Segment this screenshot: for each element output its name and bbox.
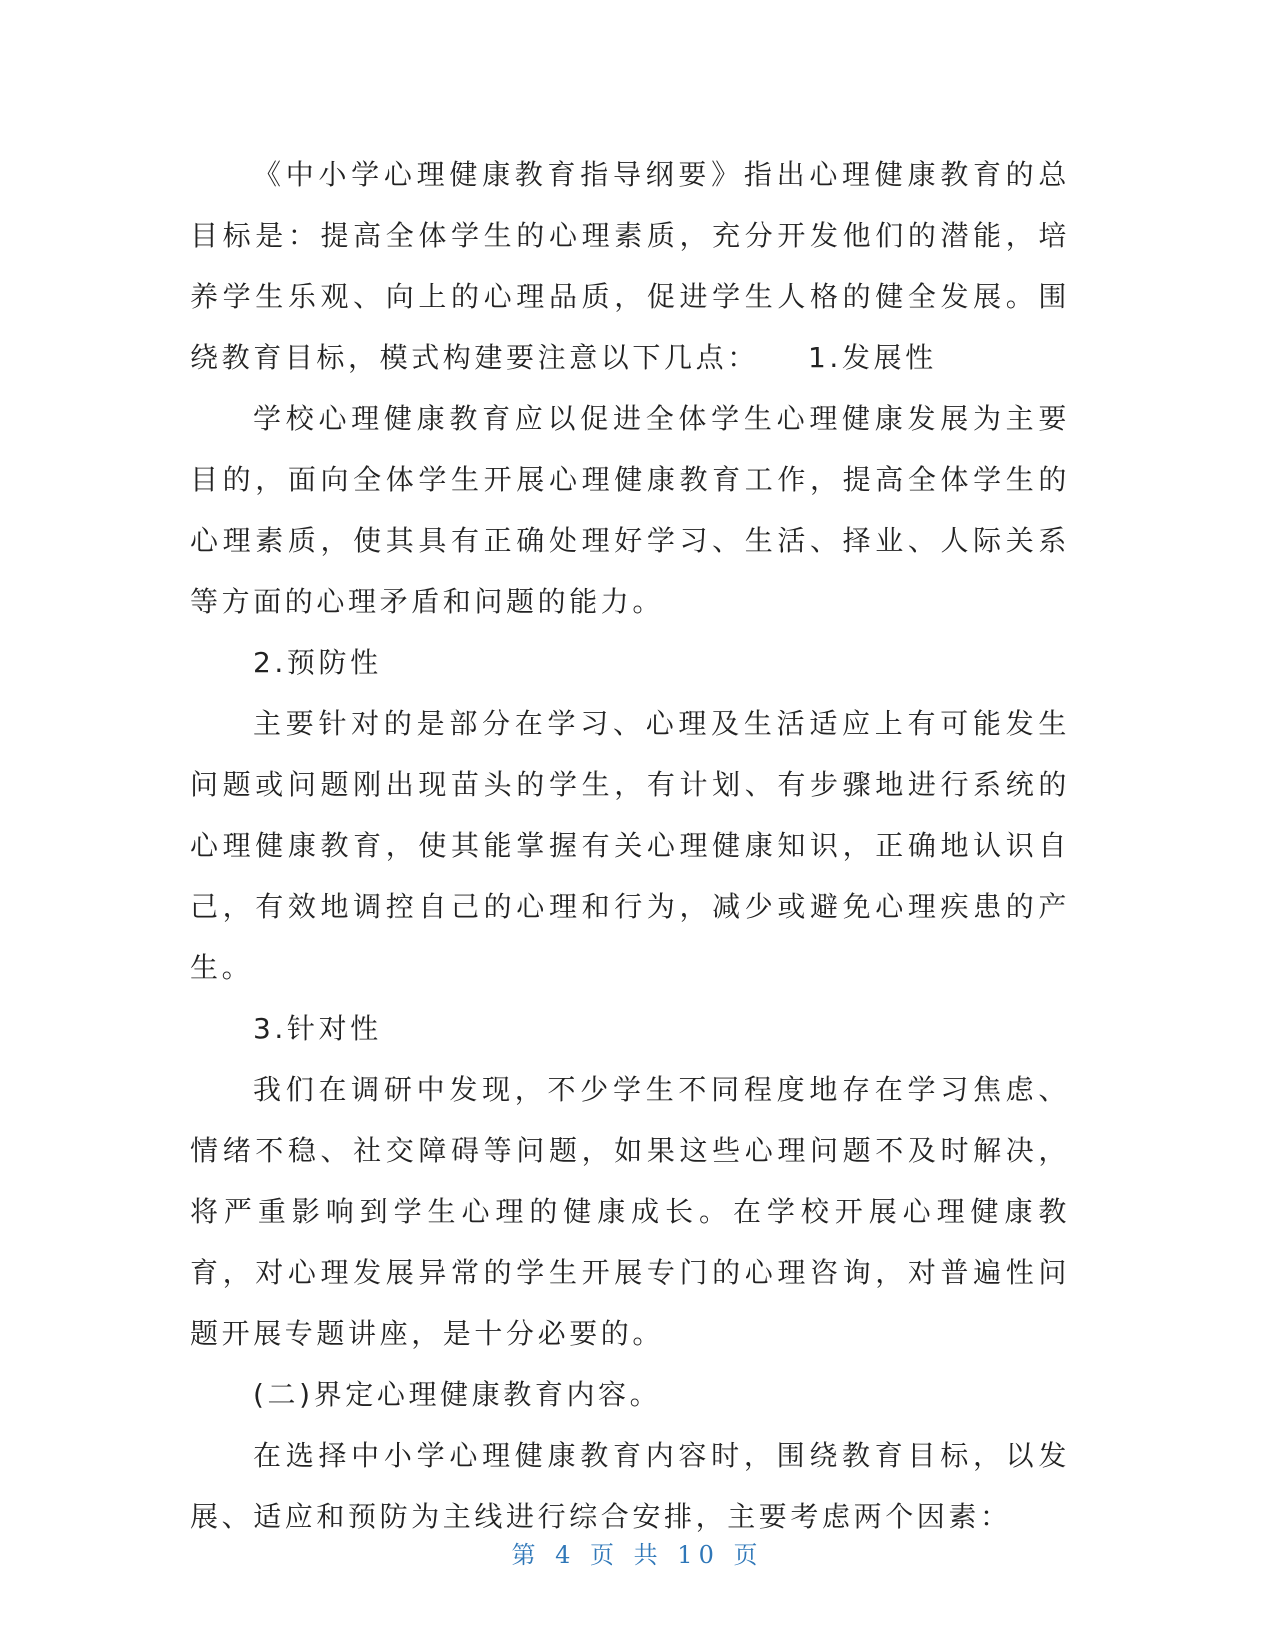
heading-targeted: 3.针对性 [253, 1012, 382, 1045]
paragraph-intro: 《中小学心理健康教育指导纲要》指出心理健康教育的总目标是：提高全体学生的心理素质，充分开发他们的潜能，培养学生乐观、向上的心理品质，促进学生人格的健全发展。围绕教育目标，模式构建要注意以下几点： 1.发展性 [190, 158, 1070, 374]
paragraph-targeted: 我们在调研中发现，不少学生不同程度地存在学习焦虑、情绪不稳、社交障碍等问题，如果这些心理问题不及时解决，将严重影响到学生心理的健康成长。在学校开展心理健康教育，对心理发展异常的学生开展专门的心理咨询，对普遍性问题开展专题讲座，是十分必要的。 [190, 1073, 1070, 1350]
paragraph-development: 学校心理健康教育应以促进全体学生心理健康发展为主要目的，面向全体学生开展心理健康教育工作，提高全体学生的心理素质，使其具有正确处理好学习、生活、择业、人际关系等方面的心理矛盾和问题的能力。 [190, 402, 1070, 618]
heading-section-two: (二)界定心理健康教育内容。 [253, 1378, 662, 1411]
paragraph-content-selection: 在选择中小学心理健康教育内容时，围绕教育目标，以发展、适应和预防为主线进行综合安排，主要考虑两个因素： [190, 1439, 1070, 1533]
paragraph-prevention: 主要针对的是部分在学习、心理及生活适应上有可能发生问题或问题刚出现苗头的学生，有计划、有步骤地进行系统的心理健康教育，使其能掌握有关心理健康知识，正确地认识自己，有效地调控自己的心理和行为，减少或避免心理疾患的产生。 [190, 707, 1070, 984]
heading-prevention: 2.预防性 [253, 646, 382, 679]
document-body [190, 144, 1070, 1547]
page-number-footer: 第 4 页 共 10 页 [511, 1541, 764, 1569]
